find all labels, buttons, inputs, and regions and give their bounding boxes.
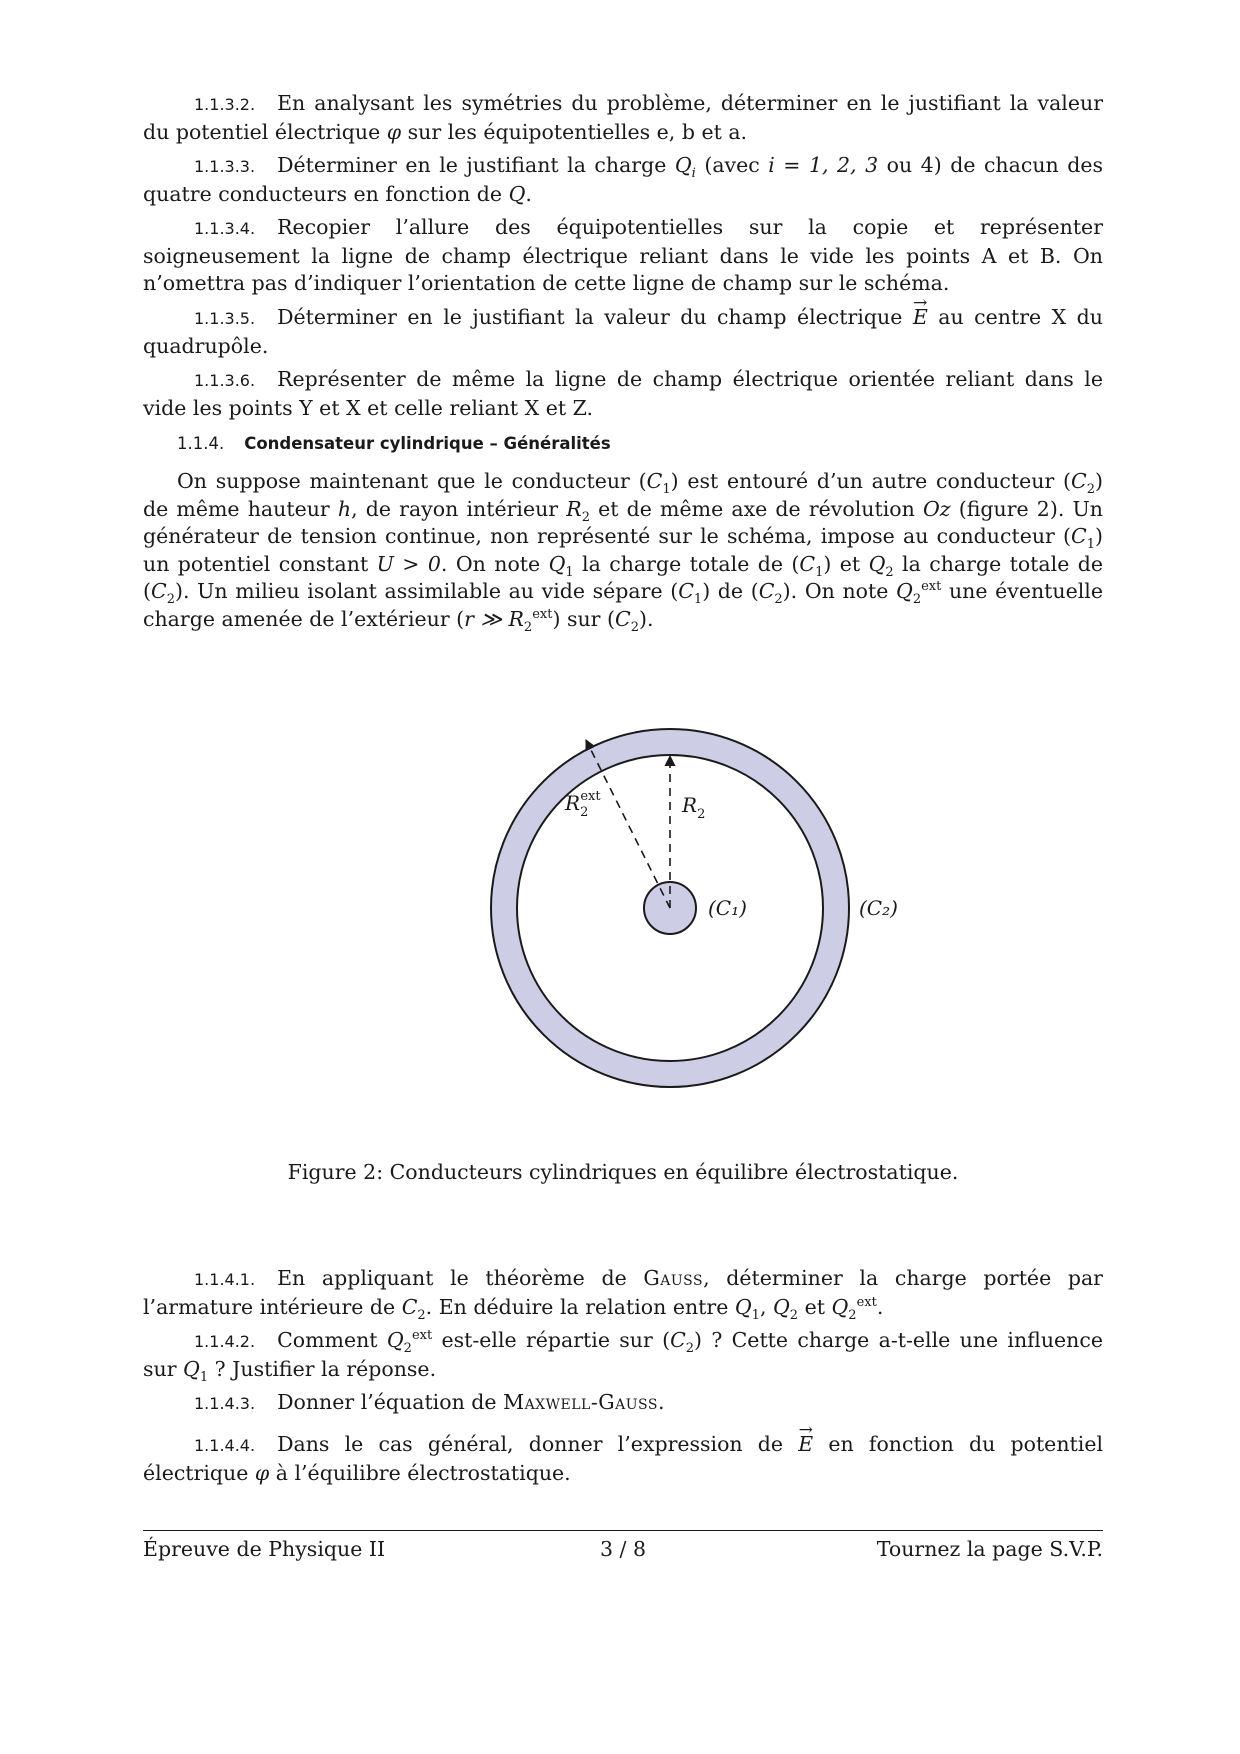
question-1-1-3-2: 1.1.3.2. En analysant les symétries du problème, déterminer en le justifiant la valeur du potentiel électrique φ sur les équipotentielles e, b et a. <box>143 91 1103 144</box>
question-number: 1.1.4.2. <box>194 1332 256 1351</box>
page-number: 3 / 8 <box>599 1537 647 1561</box>
question-number: 1.1.3.6. <box>194 371 256 390</box>
figure-2 <box>143 690 1103 1130</box>
question-number: 1.1.3.5. <box>194 309 256 328</box>
footer-rule <box>143 1530 1103 1531</box>
svg-text:R2ext: $R_2ext$ <box>565 789 601 820</box>
vector-e: → E <box>913 304 928 332</box>
question-1-1-3-3: 1.1.3.3. Déterminer en le justifiant la charge $Q_i$ (avec i = 1, 2, 3 ou 4) de chacun des quatre conducteurs en fonction de Q. <box>143 153 1104 206</box>
question-1-1-3-5: 1.1.3.5. Déterminer en le justifiant la valeur du champ électrique → E au centre X du quadrupôle. <box>143 304 1103 360</box>
label-c2: (C₂) <box>859 896 898 920</box>
question-number: 1.1.4.3. <box>194 1394 256 1413</box>
question-1-1-4-4: 1.1.4.4. Dans le cas général, donner l’expression de → E en fonction du potentiel électrique φ à l’équilibre électrostatique. <box>143 1431 1103 1487</box>
question-number: 1.1.3.3. <box>194 157 256 176</box>
question-number: 1.1.3.4. <box>194 219 256 238</box>
label-c1: (C₁) <box>708 896 747 920</box>
question-1-1-3-4: 1.1.3.4. Recopier l’allure des équipotentielles sur la copie et représenter soigneusement la ligne de champ électrique reliant dans le vide les points A et B. On n’omettra pas d’indiquer l’orientation de cette ligne de champ sur le schéma. <box>143 215 1103 295</box>
intro-paragraph: On suppose maintenant que le conducteur $(C_1)$ est entouré d’un autre conducteur $(C_2)$ de même hauteur h, de rayon intérieur $R_2$ et de même axe de révolution Oz (figure 2). Un générateur de tension continue, non représenté sur le schéma, impose au conducteur $(C_1)$ un potentiel constant U > 0. On note $Q_1$ la charge totale de $(C_1)$ et $Q_2$ la charge totale de $(C_2)$. Un milieu isolant assimilable au vide sépare $(C_1)$ de $(C_2)$. On note $Q_2^{ext}$ une éventuelle charge amenée de l’extérieur (r ≫ $R_2^{ext}$) sur $(C_2)$. <box>143 469 1104 635</box>
question-1-1-4-1: 1.1.4.1. En appliquant le théorème de Gauss, déterminer la charge portée par l’armature intérieure de $C_2$. En déduire la relation entre $Q_1$, $Q_2$ et $Q_2^{ext}$. <box>143 1266 1103 1323</box>
vector-e: → E <box>798 1431 813 1459</box>
footer-left: Épreuve de Physique II <box>143 1537 386 1561</box>
question-number: 1.1.3.2. <box>194 95 256 114</box>
section-heading: 1.1.4. Condensateur cylindrique – Généralités <box>177 434 611 453</box>
question-number: 1.1.4.4. <box>194 1436 256 1455</box>
question-number: 1.1.4.1. <box>194 1270 256 1289</box>
footer-right: Tournez la page S.V.P. <box>876 1537 1103 1561</box>
question-1-1-4-2: 1.1.4.2. Comment $Q_2^{ext}$ est-elle répartie sur $(C_2)$ ? Cette charge a-t-elle une influence sur $Q_1$ ? Justifier la réponse. <box>143 1328 1103 1385</box>
figure-2-diagram <box>143 690 1103 1130</box>
figure-caption: Figure 2: Conducteurs cylindriques en équilibre électrostatique. <box>287 1160 959 1184</box>
svg-text:R2: $R_2$ <box>682 793 706 822</box>
question-1-1-3-6: 1.1.3.6. Représenter de même la ligne de champ électrique orientée reliant dans le vide les points Y et X et celle reliant X et Z. <box>143 367 1103 420</box>
question-1-1-4-3: 1.1.4.3. Donner l’équation de Maxwell-Gauss. <box>194 1390 665 1414</box>
